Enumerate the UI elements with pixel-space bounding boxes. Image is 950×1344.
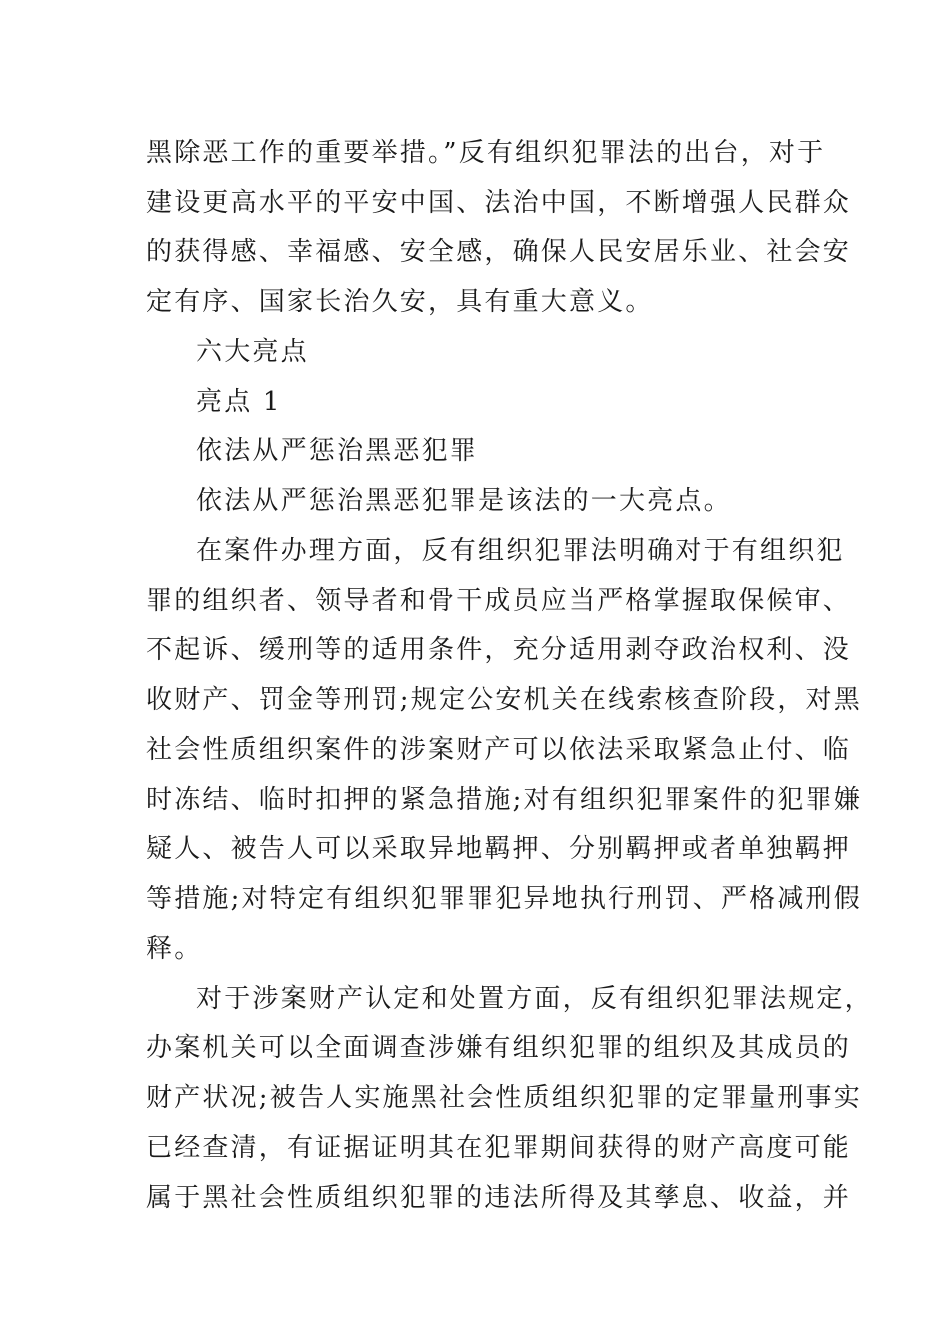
paragraph-3-line-7: 疑人、被告人可以采取异地羁押、分别羁押或者单独羁押 [146, 834, 852, 864]
paragraph-3-line-6: 时冻结、临时扣押的紧急措施;对有组织犯罪案件的犯罪嫌 [146, 785, 862, 815]
paragraph-3-line-4: 收财产、罚金等刑罚;规定公安机关在线索核查阶段，对黑 [146, 685, 862, 715]
heading-six-highlights: 六大亮点 [196, 337, 309, 367]
paragraph-1-line-1: 黑除恶工作的重要举措。”反有组织犯罪法的出台，对于 [146, 138, 826, 168]
heading-highlight-1: 亮点 1 [196, 387, 282, 417]
paragraph-3-line-3: 不起诉、缓刑等的适用条件，充分适用剥夺政治权利、没 [146, 635, 852, 665]
paragraph-4-line-3: 财产状况;被告人实施黑社会性质组织犯罪的定罪量刑事实 [146, 1083, 862, 1113]
paragraph-1-line-4: 定有序、国家长治久安，具有重大意义。 [146, 287, 654, 317]
paragraph-3-line-9: 释。 [146, 934, 203, 964]
paragraph-3-line-1: 在案件办理方面，反有组织犯罪法明确对于有组织犯 [196, 536, 845, 566]
paragraph-4-line-2: 办案机关可以全面调查涉嫌有组织犯罪的组织及其成员的 [146, 1033, 852, 1063]
paragraph-4-line-5: 属于黑社会性质组织犯罪的违法所得及其孳息、收益，并 [146, 1183, 852, 1213]
paragraph-3-line-8: 等措施;对特定有组织犯罪罪犯异地执行刑罚、严格减刑假 [146, 884, 862, 914]
paragraph-2: 依法从严惩治黑恶犯罪是该法的一大亮点。 [196, 486, 732, 516]
paragraph-4-line-4: 已经查清，有证据证明其在犯罪期间获得的财产高度可能 [146, 1133, 852, 1163]
paragraph-3-line-5: 社会性质组织案件的涉案财产可以依法采取紧急止付、临 [146, 735, 852, 765]
paragraph-1-line-2: 建设更高水平的平安中国、法治中国，不断增强人民群众 [146, 188, 852, 218]
paragraph-1-line-3: 的获得感、幸福感、安全感，确保人民安居乐业、社会安 [146, 237, 852, 267]
paragraph-4-line-1: 对于涉案财产认定和处置方面，反有组织犯罪法规定， [196, 984, 873, 1014]
heading-highlight-1-title: 依法从严惩治黑恶犯罪 [196, 436, 479, 466]
paragraph-3-line-2: 罪的组织者、领导者和骨干成员应当严格掌握取保候审、 [146, 586, 852, 616]
